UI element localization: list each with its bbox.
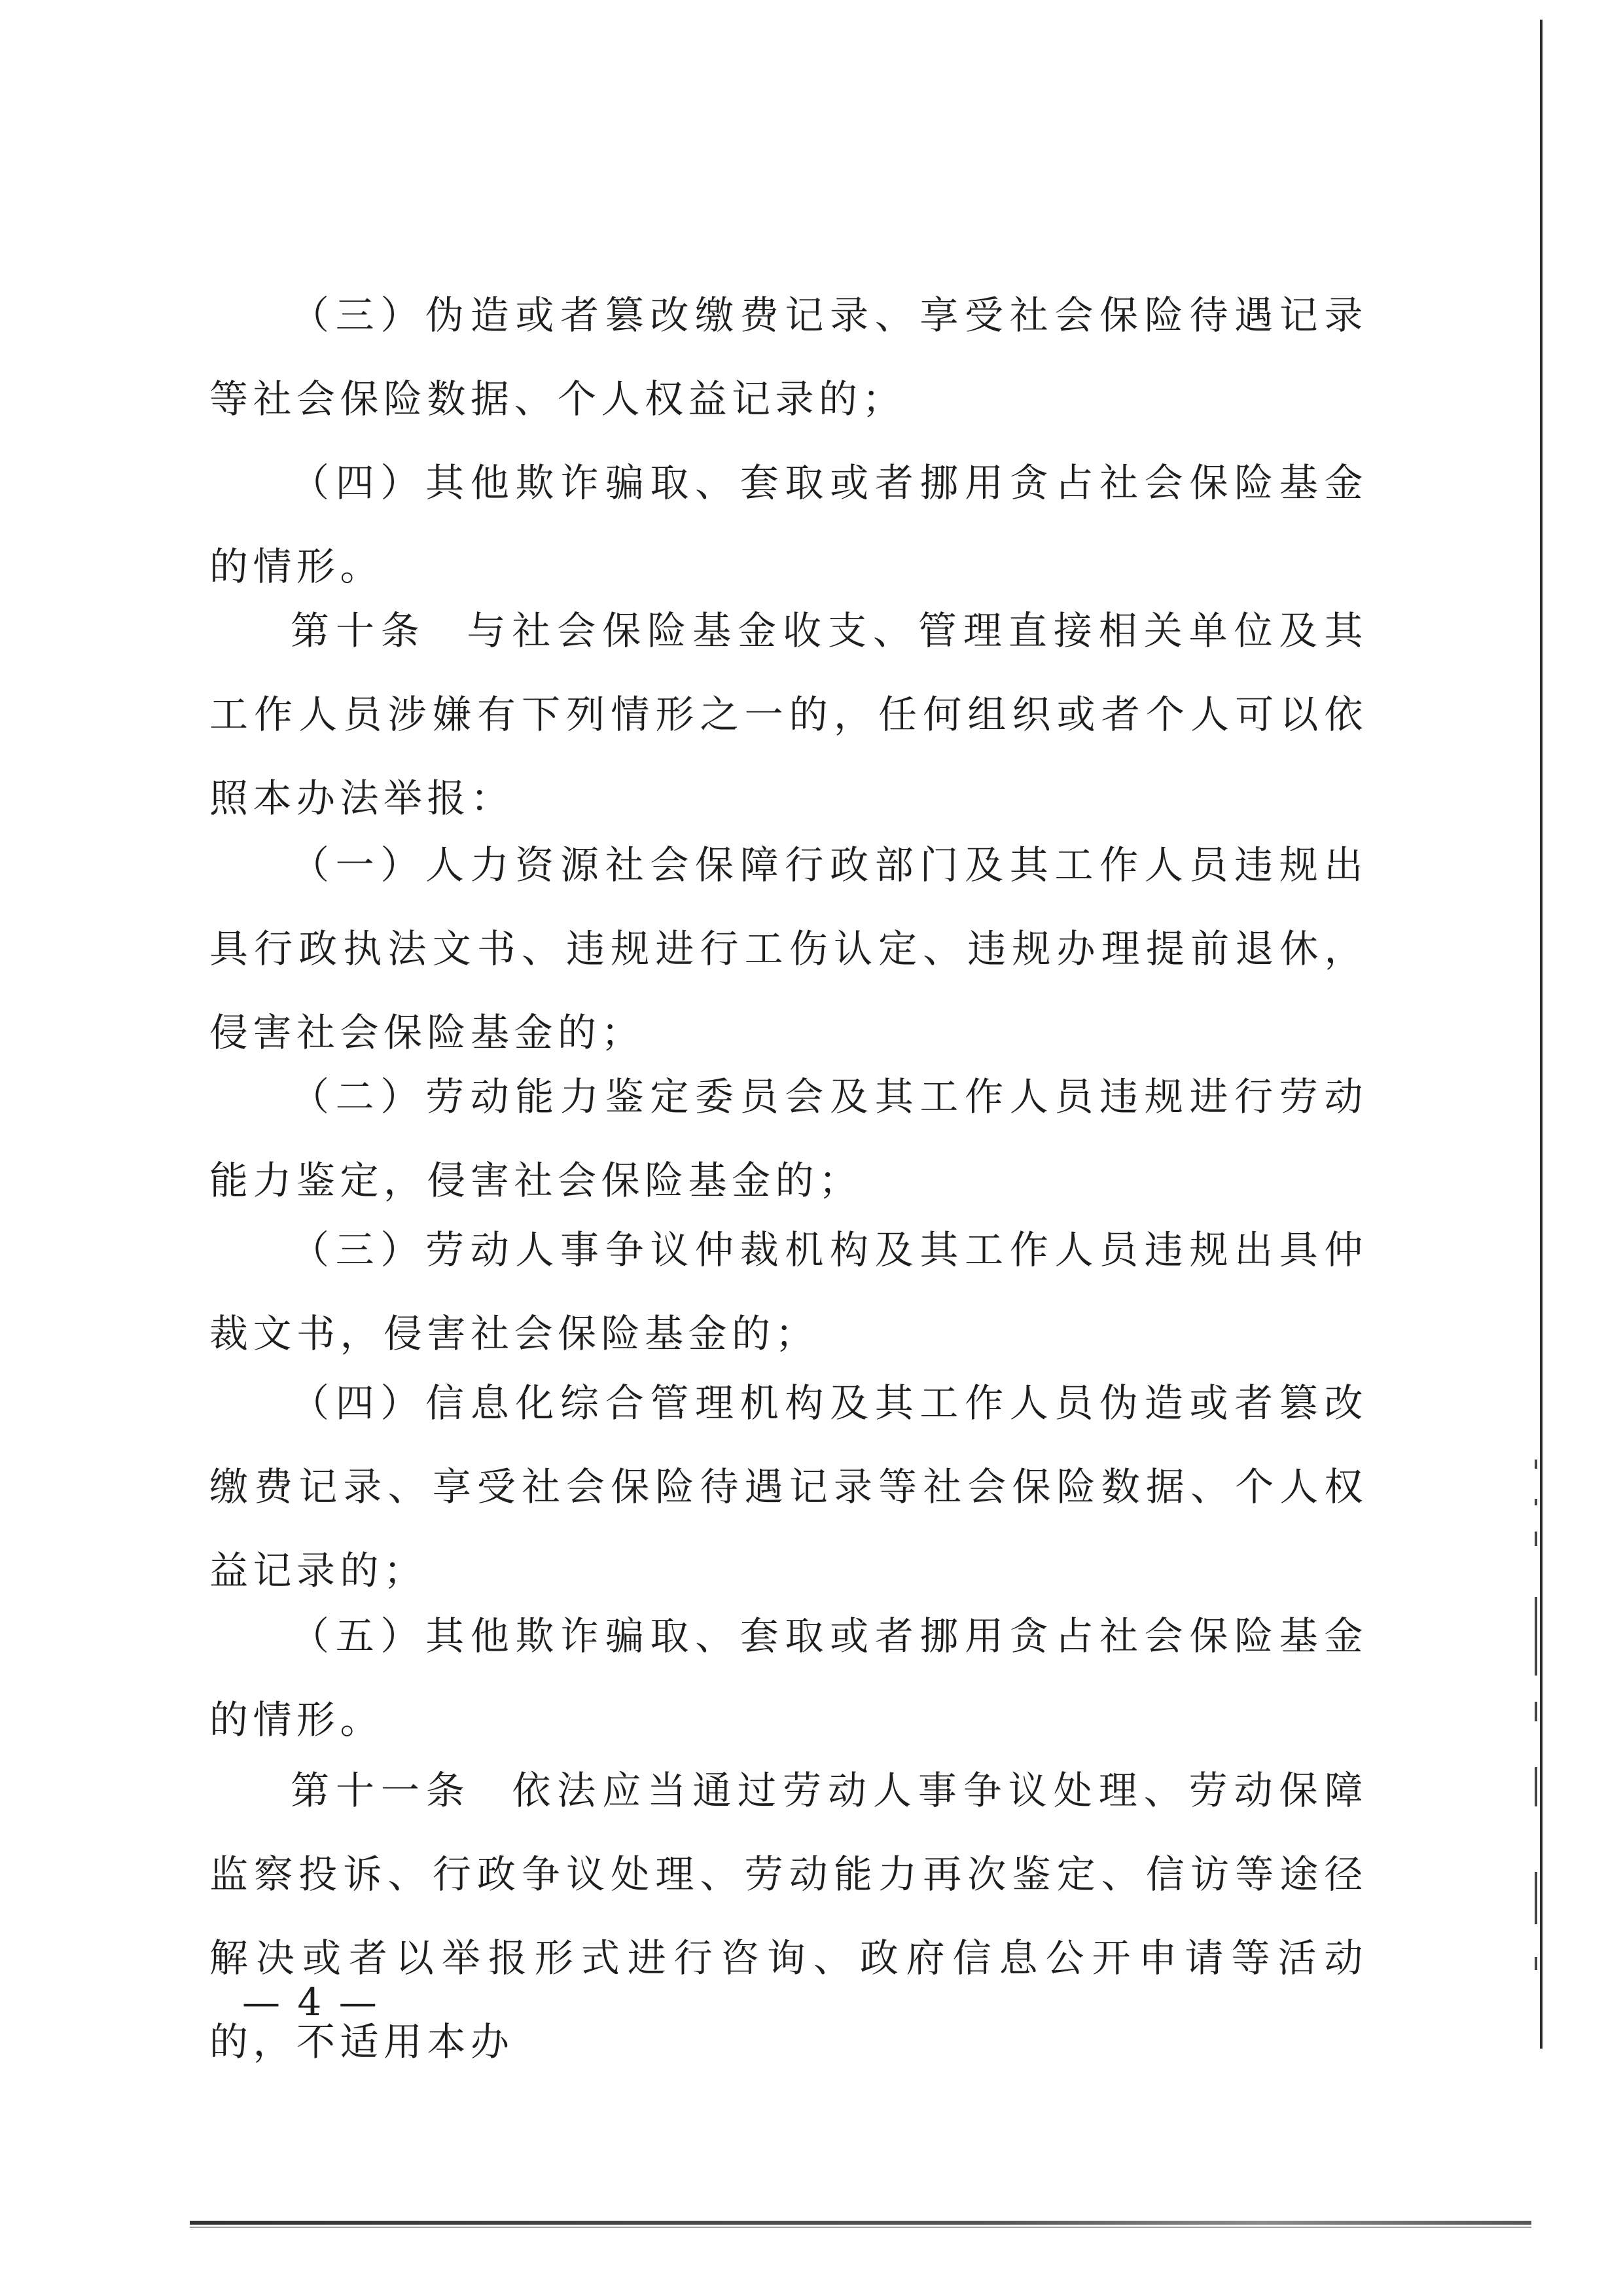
article-heading: 第十条 xyxy=(291,608,426,653)
paragraph-text: 依法应当通过劳动人事争议处理、劳动保障监察投诉、行政争议处理、劳动能力再次鉴定、信访等途径解决或者以举报形式进行咨询、政府信息公开申请等活动的，不适用本办 xyxy=(209,1768,1368,2064)
paragraph-text: 与社会保险基金收支、管理直接相关单位及其工作人员涉嫌有下列情形之一的，任何组织或者个人可以依照本办法举报： xyxy=(209,608,1368,821)
paragraph-text: （三）伪造或者篡改缴费记录、享受社会保险待遇记录等社会保险数据、个人权益记录的； xyxy=(209,293,1368,422)
paragraph-clause-5 xyxy=(209,1594,1368,1762)
paragraph-text: （四）信息化综合管理机构及其工作人员伪造或者篡改缴费记录、享受社会保险待遇记录等社会保险数据、个人权益记录的； xyxy=(209,1380,1368,1593)
scan-bottom-border xyxy=(190,2221,1531,2225)
paragraph-text: （五）其他欺诈骗取、套取或者挪用贪占社会保险基金的情形。 xyxy=(209,1613,1368,1742)
scan-bottom-border-thin xyxy=(190,2227,1531,2228)
paragraph-clause-3b xyxy=(209,1208,1368,1376)
page-number: — 4 — xyxy=(242,1980,380,2024)
paragraph-text: （一）人力资源社会保障行政部门及其工作人员违规出具行政执法文书、违规进行工伤认定、违规办理提前退休，侵害社会保险基金的； xyxy=(209,842,1368,1055)
scan-edge-line xyxy=(1540,20,1543,2049)
paragraph-clause-1 xyxy=(209,823,1368,1075)
paragraph-text: （四）其他欺诈骗取、套取或者挪用贪占社会保险基金的情形。 xyxy=(209,460,1368,589)
paragraph-text: （二）劳动能力鉴定委员会及其工作人员违规进行劳动能力鉴定，侵害社会保险基金的； xyxy=(209,1074,1368,1203)
paragraph-clause-3a xyxy=(209,274,1368,441)
paragraph-clause-4a xyxy=(209,441,1368,609)
paragraph-text: （三）劳动人事争议仲裁机构及其工作人员违规出具仲裁文书，侵害社会保险基金的； xyxy=(209,1227,1368,1356)
paragraph-clause-2 xyxy=(209,1055,1368,1223)
paragraph-article-11 xyxy=(209,1749,1368,2084)
paragraph-clause-4b xyxy=(209,1361,1368,1613)
article-heading: 第十一条 xyxy=(291,1768,471,1813)
paragraph-article-10 xyxy=(209,589,1368,840)
